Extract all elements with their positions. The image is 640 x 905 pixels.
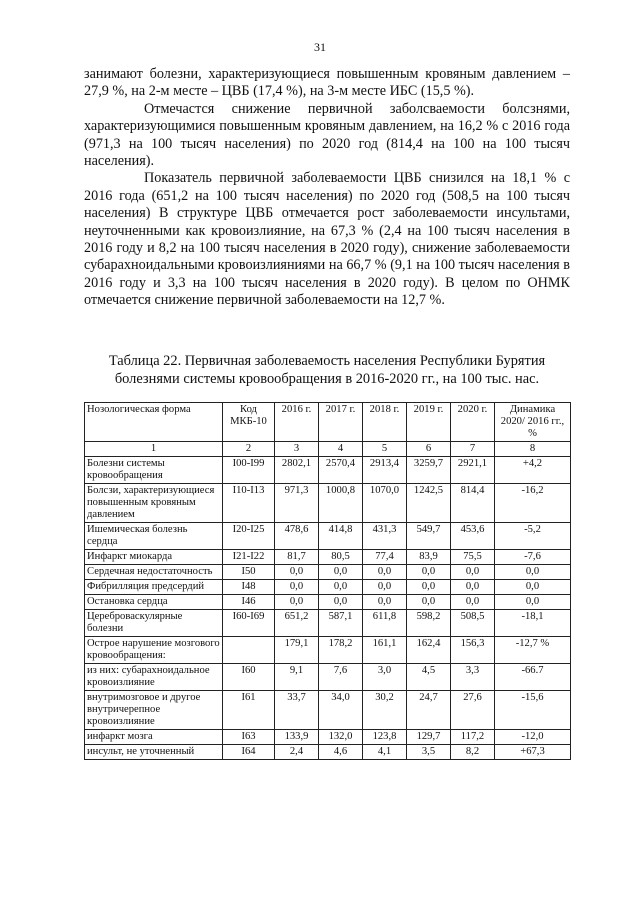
row-label-cell: инсульт, не уточненный — [85, 745, 223, 760]
body-text — [84, 66, 570, 310]
table-cell: 4,6 — [319, 745, 363, 760]
table-cell: 0,0 — [495, 580, 571, 595]
table-cell: 587,1 — [319, 610, 363, 637]
table-cell: 3,5 — [407, 745, 451, 760]
table-cell: 133,9 — [275, 730, 319, 745]
table-cell: I64 — [223, 745, 275, 760]
table-cell: 3,3 — [451, 664, 495, 691]
table-index-row — [85, 442, 571, 457]
table-cell: 0,0 — [451, 595, 495, 610]
row-label-cell: Фибрилляция предсердий — [85, 580, 223, 595]
table-cell: 0,0 — [275, 595, 319, 610]
table-row — [85, 691, 571, 730]
table-cell: 0,0 — [363, 580, 407, 595]
table-cell: 0,0 — [407, 565, 451, 580]
table-cell: 0,0 — [495, 595, 571, 610]
table-cell: 478,6 — [275, 523, 319, 550]
row-label-cell: Сердечная недостаточность — [85, 565, 223, 580]
table-cell: -7,6 — [495, 550, 571, 565]
table-row — [85, 730, 571, 745]
table-cell: 81,7 — [275, 550, 319, 565]
row-label-cell: Ишемическая болезнь сердца — [85, 523, 223, 550]
table-cell: 1242,5 — [407, 484, 451, 523]
table-cell: 453,6 — [451, 523, 495, 550]
table-cell: 1000,8 — [319, 484, 363, 523]
table-cell: 0,0 — [275, 565, 319, 580]
header-2018: 2018 г. — [363, 403, 407, 442]
table-cell: 0,0 — [319, 565, 363, 580]
table-cell — [223, 637, 275, 664]
table-cell: 75,5 — [451, 550, 495, 565]
header-2016: 2016 г. — [275, 403, 319, 442]
header-nosology: Нозологическая форма — [85, 403, 223, 442]
table-cell: 34,0 — [319, 691, 363, 730]
table-header-row — [85, 403, 571, 442]
table-cell: 2570,4 — [319, 457, 363, 484]
table-cell: 24,7 — [407, 691, 451, 730]
table-row — [85, 484, 571, 523]
index-cell: 1 — [85, 442, 223, 457]
row-label-cell: Острое нарушение мозгового кровообращения: — [85, 637, 223, 664]
table-cell: I48 — [223, 580, 275, 595]
row-label-cell: Остановка сердца — [85, 595, 223, 610]
table-cell: 3259,7 — [407, 457, 451, 484]
table-cell: 0,0 — [275, 580, 319, 595]
table-cell: I60-I69 — [223, 610, 275, 637]
table-cell: 27,6 — [451, 691, 495, 730]
table-cell: 0,0 — [451, 580, 495, 595]
table-row — [85, 580, 571, 595]
table-cell: 80,5 — [319, 550, 363, 565]
page-number: 31 — [314, 40, 326, 54]
table-cell: 4,1 — [363, 745, 407, 760]
table-row — [85, 637, 571, 664]
table-row — [85, 610, 571, 637]
header-icd-code: Код МКБ-10 — [223, 403, 275, 442]
row-label-cell: Инфаркт миокарда — [85, 550, 223, 565]
table-cell: 611,8 — [363, 610, 407, 637]
table-cell: 0,0 — [451, 565, 495, 580]
paragraph-3: Показатель первичной заболеваемости ЦВБ снизился на 18,1 % с 2016 года (651,2 на 100 тысяч населения) по 2020 год (508,5 на 100 тысяч населения) В структуре ЦВБ отмечается рост заболеваемости инсультами, неуточненными как кровоизлияние, на 67,3 % (2,4 на 100 тысяч населения в 2016 году и 8,2 на 100 тысяч населения в 2020 году), снижение заболеваемости субарахноидальными кровоизлияниями на 66,7 % (9,1 на 100 тысяч населения в 2016 году и 3,3 на 100 тысяч населения в 2020 году). В целом по ОНМК отмечается снижение первичной заболеваемости на 12,7 %. — [84, 170, 570, 309]
table-cell: 161,1 — [363, 637, 407, 664]
index-cell: 7 — [451, 442, 495, 457]
table-cell: 0,0 — [407, 595, 451, 610]
table-cell: 3,0 — [363, 664, 407, 691]
table-cell: +67,3 — [495, 745, 571, 760]
table-cell: 2921,1 — [451, 457, 495, 484]
table-cell: 0,0 — [363, 595, 407, 610]
table-caption: Таблица 22. Первичная заболеваемость населения Республики Бурятия болезнями системы кровообращения в 2016-2020 гг., на 100 тыс. нас. — [108, 353, 546, 387]
table-cell: 0,0 — [363, 565, 407, 580]
index-cell: 8 — [495, 442, 571, 457]
header-dynamics: Динамика 2020/ 2016 гг., % — [495, 403, 571, 442]
table-cell: 971,3 — [275, 484, 319, 523]
table-cell: I63 — [223, 730, 275, 745]
table-cell: I00-I99 — [223, 457, 275, 484]
table-cell: 132,0 — [319, 730, 363, 745]
header-2020: 2020 г. — [451, 403, 495, 442]
table-cell: 814,4 — [451, 484, 495, 523]
table-cell: 549,7 — [407, 523, 451, 550]
table-cell: I60 — [223, 664, 275, 691]
index-cell: 4 — [319, 442, 363, 457]
table-cell: 431,3 — [363, 523, 407, 550]
table-row — [85, 745, 571, 760]
index-cell: 6 — [407, 442, 451, 457]
table-cell: I21-I22 — [223, 550, 275, 565]
table-cell: 2,4 — [275, 745, 319, 760]
paragraph-1: занимают болезни, характеризующиеся повышенным кровяным давлением – 27,9 %, на 2-м месте – ЦВБ (17,4 %), на 3-м месте ИБС (15,5 %). — [84, 66, 570, 100]
row-label-cell: Болезни системы кровообращения — [85, 457, 223, 484]
table-cell: 77,4 — [363, 550, 407, 565]
table-cell: 33,7 — [275, 691, 319, 730]
row-label-cell: из них: субарахноидальное кровоизлияние — [85, 664, 223, 691]
table-cell: 156,3 — [451, 637, 495, 664]
table-row — [85, 565, 571, 580]
table-cell: I10-I13 — [223, 484, 275, 523]
table-row — [85, 664, 571, 691]
row-label-cell: Болсзи, характеризующиеся повышенным кровяным давлением — [85, 484, 223, 523]
table-cell: 7,6 — [319, 664, 363, 691]
index-cell: 2 — [223, 442, 275, 457]
table-cell: -66.7 — [495, 664, 571, 691]
table-cell: 178,2 — [319, 637, 363, 664]
table-cell: 9,1 — [275, 664, 319, 691]
table-cell: 4,5 — [407, 664, 451, 691]
table-cell: I46 — [223, 595, 275, 610]
table-cell: 83,9 — [407, 550, 451, 565]
table-cell: I61 — [223, 691, 275, 730]
table-cell: I50 — [223, 565, 275, 580]
row-label-cell: внутримозговое и другое внутричерепное кровоизлияние — [85, 691, 223, 730]
table-cell: -18,1 — [495, 610, 571, 637]
header-2017: 2017 г. — [319, 403, 363, 442]
table-cell: 508,5 — [451, 610, 495, 637]
table-cell: -15,6 — [495, 691, 571, 730]
table-cell: 123,8 — [363, 730, 407, 745]
index-cell: 5 — [363, 442, 407, 457]
table-cell: -5,2 — [495, 523, 571, 550]
table-cell: 179,1 — [275, 637, 319, 664]
table-cell: 0,0 — [319, 595, 363, 610]
table-row — [85, 595, 571, 610]
table-cell: 8,2 — [451, 745, 495, 760]
morbidity-table — [84, 402, 571, 760]
table-cell: 1070,0 — [363, 484, 407, 523]
header-2019: 2019 г. — [407, 403, 451, 442]
table-row — [85, 523, 571, 550]
table-cell: 651,2 — [275, 610, 319, 637]
table-cell: 30,2 — [363, 691, 407, 730]
table-cell: 129,7 — [407, 730, 451, 745]
table-cell: I20-I25 — [223, 523, 275, 550]
table-body — [85, 457, 571, 760]
table-cell: 117,2 — [451, 730, 495, 745]
index-cell: 3 — [275, 442, 319, 457]
table-cell: +4,2 — [495, 457, 571, 484]
table-cell: -16,2 — [495, 484, 571, 523]
row-label-cell: Цереброваскулярные болезни — [85, 610, 223, 637]
table-cell: 598,2 — [407, 610, 451, 637]
table-cell: 0,0 — [495, 565, 571, 580]
paragraph-2: Отмечастся снижение первичной заболсваемости болсзнями, характеризующимися повышенным кровяным давлением, на 16,2 % с 2016 года (971,3 на 100 тысяч населения) по 2020 год (814,4 на 100 на 100 тысяч населения). — [84, 100, 570, 170]
table-row — [85, 457, 571, 484]
table-cell: 414,8 — [319, 523, 363, 550]
table-cell: 0,0 — [407, 580, 451, 595]
table-row — [85, 550, 571, 565]
row-label-cell: инфаркт мозга — [85, 730, 223, 745]
table-cell: -12,7 % — [495, 637, 571, 664]
table-cell: 2913,4 — [363, 457, 407, 484]
table-cell: 162,4 — [407, 637, 451, 664]
table-cell: -12,0 — [495, 730, 571, 745]
table-cell: 2802,1 — [275, 457, 319, 484]
table-cell: 0,0 — [319, 580, 363, 595]
